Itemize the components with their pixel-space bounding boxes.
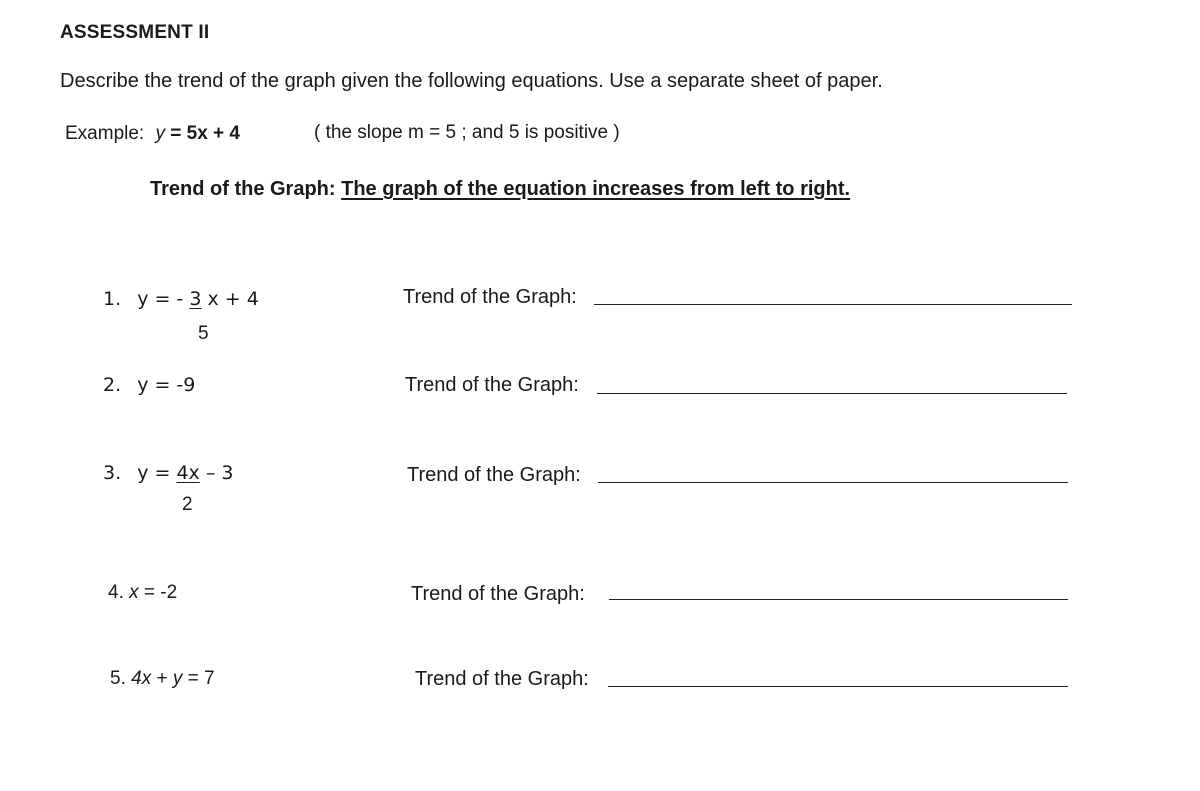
item-2-number: 2. [103,374,122,396]
item-2-eq-pre: = -9 [148,374,196,396]
item-1-numerator: 3 [189,288,202,310]
example-trend-answer: The graph of the equation increases from left to right. [341,178,851,200]
item-5-eq-post: = 7 [182,668,215,689]
example-rhs: = 5x + 4 [164,123,240,144]
item-5-y: y [172,668,183,689]
item-3-trend-label: Trend of the Graph: [407,464,581,486]
item-1-answer-line[interactable] [594,304,1072,305]
example-label: Example: [65,123,145,144]
item-5-number: 5. [110,668,126,689]
item-3-eq-post: – 3 [199,462,234,484]
item-1-eq-post: x + 4 [201,288,259,310]
item-5-trend-label: Trend of the Graph: [415,668,589,690]
item-1-denominator: 5 [198,323,209,344]
item-1-number: 1. [103,288,122,310]
item-1-lhs: y [137,288,149,310]
item-1-eq-pre: = - [148,288,190,310]
item-3-equation [103,462,233,484]
item-4-equation [108,582,177,604]
item-3-answer-line[interactable] [598,482,1068,483]
item-3-number: 3. [103,462,122,484]
item-5-lhs: 4x [131,668,152,689]
example-trend [150,178,850,201]
item-4-number: 4. [108,582,124,603]
instructions-text: Describe the trend of the graph given the following equations. Use a separate sheet of paper. [60,70,883,92]
item-2-equation [103,374,195,396]
example-trend-label: Trend of the Graph: [150,178,336,200]
item-4-trend-label: Trend of the Graph: [411,583,585,605]
item-3-eq-pre: = [148,462,177,484]
item-5-answer-line[interactable] [608,686,1068,687]
item-2-lhs: y [137,374,149,396]
example-lhs: y [155,123,165,144]
item-5-eq-pre: + [151,668,173,689]
item-4-answer-line[interactable] [609,599,1068,600]
example-equation [65,123,240,145]
item-3-lhs: y [137,462,149,484]
item-5-equation [110,668,215,690]
item-1-trend-label: Trend of the Graph: [403,286,577,308]
item-3-denominator: 2 [182,494,193,515]
page-title: ASSESSMENT II [60,22,210,43]
item-4-eq-pre: = -2 [138,582,178,603]
item-2-answer-line[interactable] [597,393,1067,394]
item-4-lhs: x [129,582,139,603]
example-note: ( the slope m = 5 ; and 5 is positive ) [314,122,620,143]
item-2-trend-label: Trend of the Graph: [405,374,579,396]
item-3-numerator: 4x [176,462,200,484]
item-1-equation [103,288,259,310]
